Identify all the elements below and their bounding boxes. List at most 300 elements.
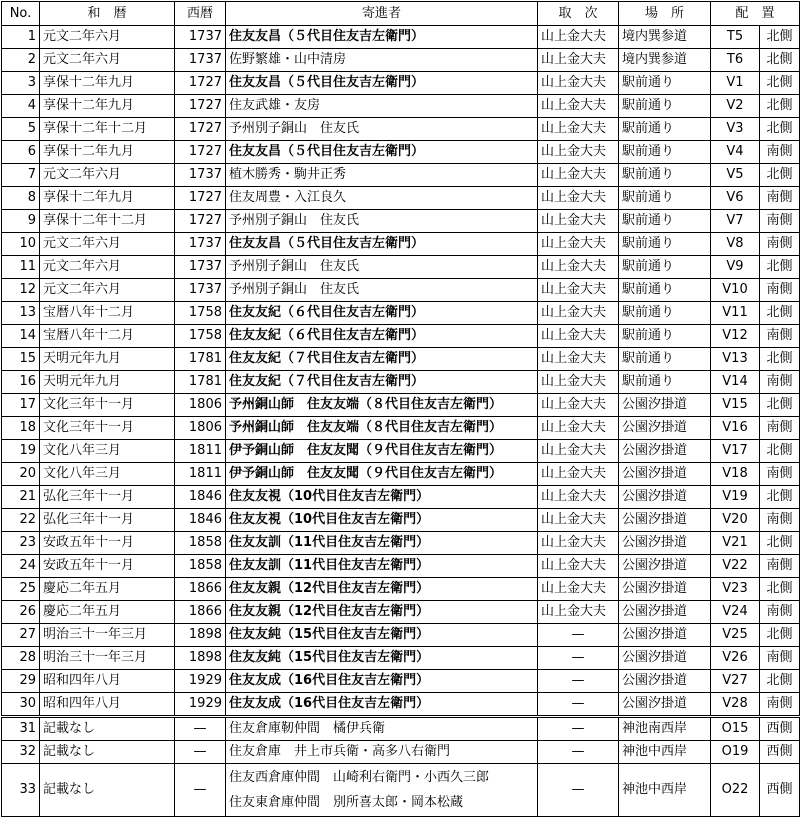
japanese-era-date: 文化三年十一月 [40,417,175,440]
donor-name: 住友友紀（６代目住友吉左衛門） [229,305,425,320]
donor-name: 植木勝秀・駒井正秀 [229,167,347,182]
side: 南側 [760,141,800,164]
agent: 山上金大夫 [538,233,619,256]
japanese-era-date: 記載なし [40,741,175,764]
lantern-id: V4 [711,141,760,164]
donor-name: 住友友訓（11代目住友吉左衛門） [229,558,430,573]
western-year: 1727 [175,141,226,164]
japanese-era-date: 天明元年九月 [40,371,175,394]
lantern-id: V22 [711,555,760,578]
western-year: 1866 [175,578,226,601]
agent: 山上金大夫 [538,601,619,624]
agent: 山上金大夫 [538,187,619,210]
header-year: 西暦 [175,2,226,26]
lantern-id: V17 [711,440,760,463]
agent: — [538,764,619,817]
agent: 山上金大夫 [538,95,619,118]
lantern-id: V1 [711,72,760,95]
japanese-era-date: 元文二年六月 [40,256,175,279]
lantern-id: V6 [711,187,760,210]
japanese-era-date: 文化八年三月 [40,440,175,463]
agent: 山上金大夫 [538,325,619,348]
row-number: 4 [2,95,40,118]
row-number: 33 [2,764,40,817]
donor-name: 住友友成（16代目住友吉左衛門） [229,696,430,711]
side: 北側 [760,348,800,371]
donor-name: 予州別子銅山 住友氏 [229,213,360,228]
row-number: 28 [2,647,40,670]
donor-name: 予州別子銅山 住友氏 [229,282,360,297]
donor-cell [226,578,538,601]
row-number: 16 [2,371,40,394]
row-number: 27 [2,624,40,647]
row-number: 13 [2,302,40,325]
donor-cell [226,440,538,463]
japanese-era-date: 安政五年十一月 [40,555,175,578]
donor-cell [226,601,538,624]
western-year: 1806 [175,394,226,417]
donor-cell [226,394,538,417]
row-number: 7 [2,164,40,187]
side: 南側 [760,371,800,394]
donor-cell [226,693,538,717]
location: 公園汐掛道 [619,486,711,509]
lantern-id: O22 [711,764,760,817]
donor-name: 住友友親（12代目住友吉左衛門） [229,581,430,596]
row-number: 5 [2,118,40,141]
table-row [2,279,800,302]
western-year: — [175,764,226,817]
western-year: 1846 [175,486,226,509]
japanese-era-date: 宝暦八年十二月 [40,325,175,348]
table-row [2,440,800,463]
row-number: 26 [2,601,40,624]
japanese-era-date: 慶応二年五月 [40,601,175,624]
table-row [2,693,800,717]
row-number: 10 [2,233,40,256]
location: 駅前通り [619,348,711,371]
side: 北側 [760,486,800,509]
western-year: 1758 [175,325,226,348]
table-row [2,764,800,817]
japanese-era-date: 享保十二年九月 [40,72,175,95]
donor-name: 住友友昌（５代目住友吉左衛門） [229,75,425,90]
location: 公園汐掛道 [619,532,711,555]
donation-table [1,1,800,817]
side: 北側 [760,670,800,693]
table-row [2,463,800,486]
table-row [2,624,800,647]
location: 駅前通り [619,233,711,256]
donor-cell [226,624,538,647]
western-year: 1737 [175,49,226,72]
table-row [2,325,800,348]
western-year: 1846 [175,509,226,532]
side: 南側 [760,693,800,717]
agent: 山上金大夫 [538,279,619,302]
location: 公園汐掛道 [619,394,711,417]
donor-name: 予州銅山師 住友友端（８代目住友吉左衛門） [229,397,503,412]
header-place: 場 所 [619,2,711,26]
agent: — [538,693,619,717]
western-year: 1727 [175,187,226,210]
side: 南側 [760,233,800,256]
japanese-era-date: 元文二年六月 [40,164,175,187]
lantern-id: V12 [711,325,760,348]
agent: 山上金大夫 [538,463,619,486]
location: 公園汐掛道 [619,670,711,693]
location: 駅前通り [619,325,711,348]
row-number: 9 [2,210,40,233]
western-year: 1737 [175,279,226,302]
table-row [2,210,800,233]
agent: — [538,624,619,647]
location: 公園汐掛道 [619,417,711,440]
table-row [2,348,800,371]
japanese-era-date: 記載なし [40,764,175,817]
agent: — [538,670,619,693]
table-row [2,302,800,325]
row-number: 2 [2,49,40,72]
lantern-id: V25 [711,624,760,647]
donor-cell [226,26,538,49]
lantern-id: V20 [711,509,760,532]
lantern-id: V10 [711,279,760,302]
donor-name: 佐野繁雄・山中清房 [229,52,347,67]
row-number: 8 [2,187,40,210]
japanese-era-date: 享保十二年九月 [40,141,175,164]
table-row [2,49,800,72]
location: 公園汐掛道 [619,578,711,601]
table-row [2,72,800,95]
lantern-id: V28 [711,693,760,717]
donor-name: 住友武雄・友房 [229,98,321,113]
japanese-era-date: 明治三十一年三月 [40,624,175,647]
agent: 山上金大夫 [538,440,619,463]
location: 駅前通り [619,210,711,233]
agent: 山上金大夫 [538,26,619,49]
donor-name: 住友西倉庫仲間 山崎利右衛門・小西久三郎 [229,770,490,785]
donor-name: 住友友紀（６代目住友吉左衛門） [229,328,425,343]
donor-cell [226,555,538,578]
lantern-id: V8 [711,233,760,256]
donor-cell [226,210,538,233]
location: 公園汐掛道 [619,509,711,532]
japanese-era-date: 文化三年十一月 [40,394,175,417]
location: 公園汐掛道 [619,463,711,486]
row-number: 29 [2,670,40,693]
row-number: 14 [2,325,40,348]
donor-cell [226,141,538,164]
donor-cell [226,532,538,555]
side: 南側 [760,325,800,348]
lantern-id: O15 [711,717,760,741]
lantern-id: V24 [711,601,760,624]
table-row [2,555,800,578]
agent: 山上金大夫 [538,348,619,371]
donor-name: 住友友昌（５代目住友吉左衛門） [229,236,425,251]
side: 北側 [760,624,800,647]
agent: 山上金大夫 [538,302,619,325]
location: 境内巽参道 [619,26,711,49]
table-row [2,187,800,210]
donor-name: 住友友昌（５代目住友吉左衛門） [229,144,425,159]
row-number: 31 [2,717,40,741]
table-row [2,118,800,141]
japanese-era-date: 安政五年十一月 [40,532,175,555]
side: 北側 [760,164,800,187]
japanese-era-date: 元文二年六月 [40,49,175,72]
japanese-era-date: 明治三十一年三月 [40,647,175,670]
donor-cell [226,417,538,440]
location: 公園汐掛道 [619,647,711,670]
header-donor: 寄進者 [226,2,538,26]
western-year: 1727 [175,210,226,233]
donor-name: 住友倉庫靭仲間 橘伊兵衛 [229,721,386,736]
lantern-id: V18 [711,463,760,486]
donor-cell [226,164,538,187]
donor-cell [226,325,538,348]
donor-name: 住友友訓（11代目住友吉左衛門） [229,535,430,550]
side: 西側 [760,717,800,741]
donor-name: 住友友視（10代目住友吉左衛門） [229,512,430,527]
western-year: 1806 [175,417,226,440]
western-year: — [175,717,226,741]
side: 北側 [760,26,800,49]
table-row [2,717,800,741]
location: 公園汐掛道 [619,555,711,578]
row-number: 25 [2,578,40,601]
donor-name: 住友周豊・入江良久 [229,190,347,205]
agent: 山上金大夫 [538,486,619,509]
table-row [2,670,800,693]
row-number: 3 [2,72,40,95]
side: 南側 [760,463,800,486]
side: 北側 [760,256,800,279]
side: 南側 [760,647,800,670]
japanese-era-date: 昭和四年八月 [40,693,175,717]
side: 北側 [760,532,800,555]
donor-cell [226,463,538,486]
donor-name: 住友友純（15代目住友吉左衛門） [229,650,430,665]
lantern-id: V23 [711,578,760,601]
agent: — [538,647,619,670]
donor-cell [226,764,538,817]
western-year: 1737 [175,256,226,279]
location: 神池中西岸 [619,741,711,764]
donor-name: 住友倉庫 井上市兵衛・高多八右衛門 [229,744,451,759]
table-row [2,578,800,601]
japanese-era-date: 享保十二年十二月 [40,210,175,233]
side: 南側 [760,210,800,233]
location: 駅前通り [619,279,711,302]
table-row [2,371,800,394]
japanese-era-date: 元文二年六月 [40,26,175,49]
western-year: 1758 [175,302,226,325]
japanese-era-date: 記載なし [40,717,175,741]
side: 北側 [760,49,800,72]
japanese-era-date: 享保十二年十二月 [40,118,175,141]
western-year: 1727 [175,95,226,118]
table-row [2,256,800,279]
table-row [2,26,800,49]
location: 駅前通り [619,256,711,279]
row-number: 1 [2,26,40,49]
table-row [2,141,800,164]
japanese-era-date: 享保十二年九月 [40,187,175,210]
lantern-id: O19 [711,741,760,764]
japanese-era-date: 慶応二年五月 [40,578,175,601]
header-agent: 取 次 [538,2,619,26]
lantern-id: T6 [711,49,760,72]
location: 境内巽参道 [619,49,711,72]
donor-cell [226,486,538,509]
agent: 山上金大夫 [538,164,619,187]
side: 南側 [760,555,800,578]
western-year: 1929 [175,693,226,717]
location: 公園汐掛道 [619,624,711,647]
row-number: 22 [2,509,40,532]
agent: 山上金大夫 [538,555,619,578]
location: 神池南西岸 [619,717,711,741]
location: 駅前通り [619,302,711,325]
donor-name: 住友東倉庫仲間 別所喜太郎・岡本松蔵 [229,795,464,810]
agent: 山上金大夫 [538,256,619,279]
donor-cell [226,95,538,118]
row-number: 24 [2,555,40,578]
header-position: 配 置 [711,2,800,26]
table-row [2,532,800,555]
japanese-era-date: 弘化三年十一月 [40,486,175,509]
lantern-id: V16 [711,417,760,440]
donor-name: 住友友紀（７代目住友吉左衛門） [229,374,425,389]
japanese-era-date: 弘化三年十一月 [40,509,175,532]
western-year: 1737 [175,26,226,49]
location: 神池中西岸 [619,764,711,817]
donor-cell [226,741,538,764]
agent: 山上金大夫 [538,417,619,440]
japanese-era-date: 文化八年三月 [40,463,175,486]
table-row [2,417,800,440]
donor-name: 伊予銅山師 住友友聞（９代目住友吉左衛門） [229,443,503,458]
lantern-id: V15 [711,394,760,417]
donor-name: 住友友成（16代目住友吉左衛門） [229,673,430,688]
western-year: 1781 [175,348,226,371]
donor-name: 住友友昌（５代目住友吉左衛門） [229,29,425,44]
lantern-id: V27 [711,670,760,693]
donor-cell [226,509,538,532]
row-number: 21 [2,486,40,509]
lantern-id: V7 [711,210,760,233]
location: 駅前通り [619,95,711,118]
row-number: 6 [2,141,40,164]
row-number: 32 [2,741,40,764]
western-year: 1929 [175,670,226,693]
table-row [2,509,800,532]
location: 駅前通り [619,164,711,187]
donor-cell [226,302,538,325]
location: 駅前通り [619,141,711,164]
location: 駅前通り [619,371,711,394]
western-year: 1727 [175,72,226,95]
lantern-id: T5 [711,26,760,49]
donor-name: 住友友親（12代目住友吉左衛門） [229,604,430,619]
donor-cell [226,717,538,741]
donor-cell [226,233,538,256]
side: 北側 [760,118,800,141]
row-number: 20 [2,463,40,486]
location: 公園汐掛道 [619,440,711,463]
lantern-id: V26 [711,647,760,670]
side: 西側 [760,741,800,764]
side: 北側 [760,72,800,95]
location: 公園汐掛道 [619,601,711,624]
lantern-id: V14 [711,371,760,394]
agent: — [538,717,619,741]
row-number: 12 [2,279,40,302]
agent: 山上金大夫 [538,532,619,555]
donor-cell [226,348,538,371]
side: 南側 [760,187,800,210]
donor-cell [226,49,538,72]
donor-cell [226,371,538,394]
side: 北側 [760,302,800,325]
western-year: 1858 [175,532,226,555]
lantern-id: V21 [711,532,760,555]
japanese-era-date: 元文二年六月 [40,233,175,256]
donor-cell [226,256,538,279]
header-row [2,2,800,26]
agent: 山上金大夫 [538,49,619,72]
table-row [2,741,800,764]
side: 北側 [760,394,800,417]
agent: — [538,741,619,764]
donor-name: 住友友紀（７代目住友吉左衛門） [229,351,425,366]
row-number: 19 [2,440,40,463]
location: 駅前通り [619,72,711,95]
table-body [2,26,800,817]
row-number: 23 [2,532,40,555]
row-number: 15 [2,348,40,371]
western-year: 1737 [175,164,226,187]
lantern-id: V5 [711,164,760,187]
agent: 山上金大夫 [538,371,619,394]
japanese-era-date: 天明元年九月 [40,348,175,371]
donor-cell [226,72,538,95]
header-era: 和 暦 [40,2,175,26]
western-year: 1737 [175,233,226,256]
row-number: 11 [2,256,40,279]
donor-cell [226,670,538,693]
table-row [2,394,800,417]
location: 駅前通り [619,118,711,141]
row-number: 30 [2,693,40,717]
donor-cell [226,187,538,210]
japanese-era-date: 元文二年六月 [40,279,175,302]
lantern-id: V3 [711,118,760,141]
donor-name: 住友友純（15代目住友吉左衛門） [229,627,430,642]
side: 西側 [760,764,800,817]
western-year: 1781 [175,371,226,394]
japanese-era-date: 享保十二年九月 [40,95,175,118]
side: 南側 [760,279,800,302]
side: 北側 [760,578,800,601]
table-row [2,95,800,118]
western-year: 1898 [175,624,226,647]
location: 公園汐掛道 [619,693,711,717]
western-year: 1811 [175,440,226,463]
side: 北側 [760,440,800,463]
